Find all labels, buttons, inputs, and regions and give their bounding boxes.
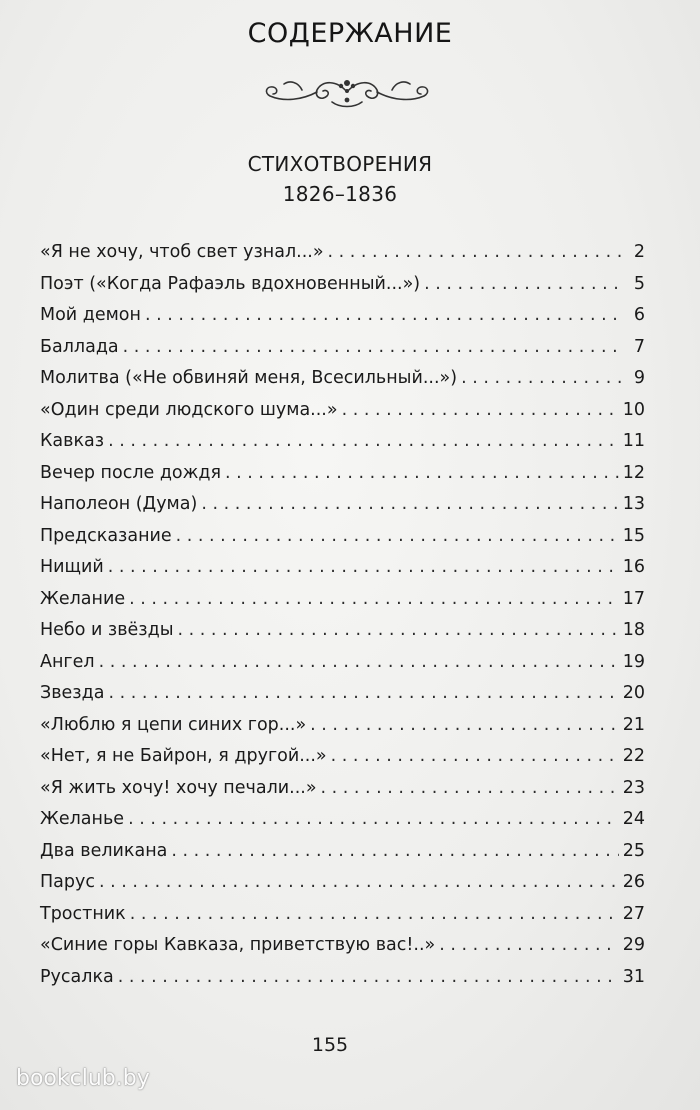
dot-leader [130, 904, 619, 924]
toc-page: 11 [622, 431, 645, 451]
dot-leader [118, 967, 619, 987]
watermark-logo: bookclub.by [16, 1066, 150, 1091]
toc-page: 12 [622, 462, 645, 483]
toc-entry[interactable] [40, 872, 645, 904]
toc-title: «Люблю я цепи синих гор...» [40, 714, 307, 735]
toc-page: 6 [633, 305, 645, 325]
toc-title: Баллада [40, 336, 119, 357]
toc-entry[interactable] [40, 400, 645, 432]
dot-leader [171, 841, 618, 861]
dot-leader [439, 935, 618, 955]
toc-page: 25 [622, 840, 645, 861]
dot-leader [99, 872, 619, 892]
toc-page: 22 [622, 746, 645, 766]
toc-title: Мой демон [40, 305, 141, 325]
toc-title: «Синие горы Кавказа, приветствую вас!..» [40, 935, 436, 955]
toc-page: 2 [633, 242, 645, 262]
toc-title: Поэт («Когда Рафаэль вдохновенный...») [40, 273, 421, 294]
dot-leader [424, 274, 621, 294]
toc-page: 24 [622, 809, 645, 829]
ornament-divider-icon [262, 70, 432, 114]
toc-entry[interactable] [40, 305, 645, 337]
page-number: 155 [311, 1034, 349, 1056]
toc-entry[interactable] [40, 652, 645, 684]
toc-entry[interactable] [40, 557, 645, 589]
toc-page: 10 [622, 399, 645, 420]
toc-title: Звезда [40, 683, 105, 703]
toc-entry[interactable] [40, 746, 645, 778]
toc-entry[interactable] [40, 463, 645, 495]
toc-page: 21 [622, 714, 645, 735]
toc-page: 23 [622, 777, 645, 798]
dot-leader [128, 809, 619, 829]
toc-page: 19 [622, 651, 645, 672]
toc-title: Парус [40, 872, 95, 892]
toc-title: Небо и звёзды [40, 620, 174, 640]
toc-page: 17 [622, 588, 645, 609]
dot-leader [321, 778, 619, 798]
toc-entry[interactable] [40, 809, 645, 841]
toc-entry[interactable] [40, 274, 645, 306]
dot-leader [225, 463, 619, 483]
toc-title: Вечер после дождя [40, 462, 222, 483]
dot-leader [123, 337, 621, 357]
page-title: СОДЕРЖАНИЕ [247, 18, 453, 49]
dot-leader [342, 400, 619, 420]
toc-title: Наполеон (Дума) [40, 494, 198, 514]
toc-page: 16 [622, 557, 645, 577]
toc-entry[interactable] [40, 589, 645, 621]
toc-title: Тростник [40, 903, 126, 924]
toc-page: 27 [622, 903, 645, 924]
dot-leader [129, 589, 619, 609]
toc-title: Молитва («Не обвиняй меня, Всесильный...») [40, 368, 458, 388]
toc-entry[interactable] [40, 683, 645, 715]
toc-entry[interactable] [40, 494, 645, 526]
toc-entry[interactable] [40, 526, 645, 558]
dot-leader [331, 746, 619, 766]
toc-title: Кавказ [40, 431, 105, 451]
dot-leader [99, 652, 619, 672]
section-title: СТИХОТВОРЕНИЯ [247, 152, 433, 176]
dot-leader [145, 305, 621, 325]
dot-leader [201, 494, 618, 514]
toc-title: Желание [40, 588, 126, 609]
toc-page: 5 [633, 273, 645, 294]
toc-entry[interactable] [40, 368, 645, 400]
toc-title: «Нет, я не Байрон, я другой...» [40, 746, 327, 766]
dot-leader [178, 620, 619, 640]
dot-leader [461, 368, 621, 388]
dot-leader [310, 715, 619, 735]
toc-page: 26 [622, 872, 645, 892]
toc-title: Нищий [40, 557, 104, 577]
toc-entry[interactable] [40, 620, 645, 652]
toc-title: «Один среди людского шума...» [40, 399, 338, 420]
toc-entry[interactable] [40, 242, 645, 274]
toc-title: Желанье [40, 809, 125, 829]
dot-leader [108, 557, 619, 577]
toc-page: 29 [622, 935, 645, 955]
toc-entry[interactable] [40, 431, 645, 463]
toc-title: Русалка [40, 966, 114, 987]
toc-entry[interactable] [40, 935, 645, 967]
toc-title: «Я не хочу, чтоб свет узнал...» [40, 242, 324, 262]
dot-leader [108, 431, 619, 451]
table-of-contents [40, 242, 645, 998]
toc-entry[interactable] [40, 715, 645, 747]
dot-leader [108, 683, 618, 703]
toc-page: 31 [622, 966, 645, 987]
toc-title: «Я жить хочу! хочу печали...» [40, 777, 317, 798]
toc-page: 20 [622, 683, 645, 703]
toc-page: 18 [622, 620, 645, 640]
section-years: 1826–1836 [282, 182, 398, 206]
toc-page: 7 [633, 336, 645, 357]
toc-entry[interactable] [40, 841, 645, 873]
toc-entry[interactable] [40, 778, 645, 810]
toc-entry[interactable] [40, 337, 645, 369]
toc-page: 9 [633, 368, 645, 388]
dot-leader [328, 242, 621, 262]
toc-entry[interactable] [40, 904, 645, 936]
toc-title: Ангел [40, 651, 95, 672]
toc-page: 13 [622, 494, 645, 514]
dot-leader [176, 526, 619, 546]
toc-title: Предсказание [40, 525, 172, 546]
toc-title: Два великана [40, 840, 168, 861]
toc-entry[interactable] [40, 967, 645, 999]
toc-page: 15 [622, 525, 645, 546]
